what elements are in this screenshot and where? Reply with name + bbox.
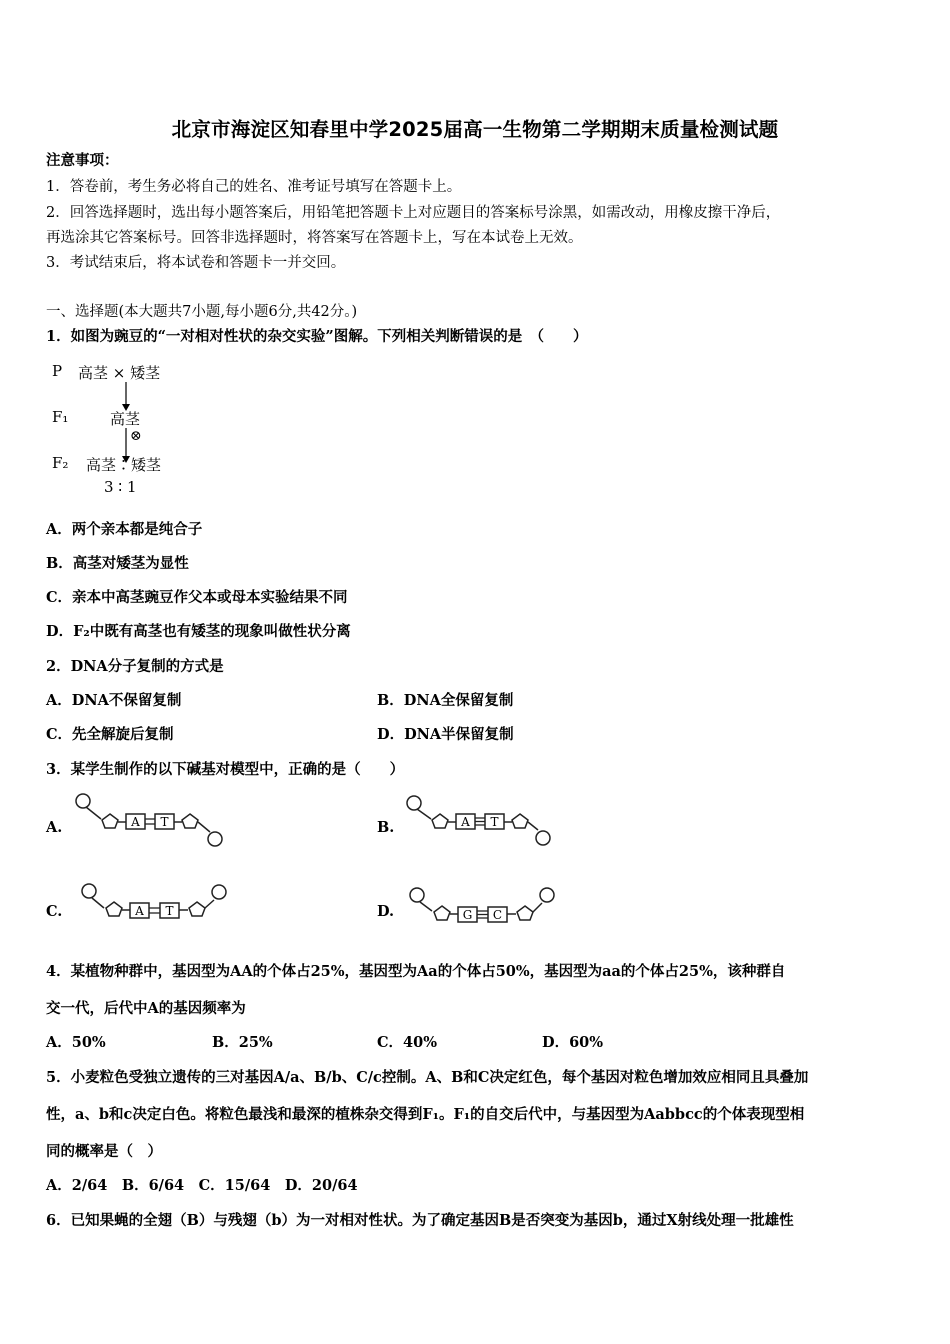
notice-item: 2．回答选择题时，选出每小题答案后，用铅笔把答题卡上对应题目的答案标号涂黑，如需改动，用橡皮擦干净后，	[46, 205, 781, 221]
question-4-stem: 4．某植物种群中，基因型为AA的个体占25%，基因型为Aa的个体占50%，基因型为aa的个体占25%，该种群自	[46, 963, 786, 980]
base-letter: A	[135, 904, 144, 918]
question-5-stem: 5．小麦粒色受独立遗传的三对基因A/a、B/b、C/c控制。A、B和C决定红色，每个基因对粒色增加效应相同且具叠加	[46, 1069, 809, 1086]
f2-ratio: 3 ∶ 1	[104, 478, 137, 496]
q4-option-c: C．40%	[377, 1034, 437, 1051]
q1-option-c: C．亲本中高茎豌豆作父本或母本实验结果不同	[46, 589, 348, 606]
q4-option-d: D．60%	[542, 1034, 604, 1051]
notice-heading: 注意事项：	[46, 152, 119, 169]
question-4-stem-cont: 交一代，后代中A的基因频率为	[46, 1000, 246, 1017]
q2-option-d: D．DNA半保留复制	[377, 726, 514, 743]
base-pair-model-c	[80, 880, 232, 926]
f2-label: F₂	[52, 454, 69, 472]
question-6-stem: 6．已知果蝇的全翅（B）与残翅（b）为一对相对性状。为了确定基因B是否突变为基因b，通过X射线处理一批雄性	[46, 1212, 794, 1229]
base-letter: G	[462, 908, 473, 922]
q2-option-c: C．先全解旋后复制	[46, 726, 174, 743]
base-letter: T	[165, 904, 174, 918]
base-pair-model-d	[408, 884, 560, 928]
q1-option-d: D．F₂中既有高茎也有矮茎的现象叫做性状分离	[46, 623, 351, 640]
q2-option-b: B．DNA全保留复制	[377, 692, 514, 709]
question-1-stem: 1．如图为豌豆的“一对相对性状的杂交实验”图解。下列相关判断错误的是 （ ）	[46, 328, 588, 345]
base-letter: C	[492, 908, 503, 922]
question-2-stem: 2．DNA分子复制的方式是	[46, 658, 224, 675]
self-cross-symbol: ⊗	[130, 428, 142, 444]
cross-diagram	[50, 356, 200, 504]
q4-option-a: A．50%	[46, 1034, 106, 1051]
base-letter: T	[160, 815, 169, 829]
q4-option-b: B．25%	[212, 1034, 273, 1051]
p-cross-text: 高茎 × 矮茎	[78, 364, 161, 382]
notice-item: 3．考试结束后，将本试卷和答题卡一并交回。	[46, 255, 346, 271]
base-letter: A	[461, 815, 470, 829]
question-5-stem-end: 同的概率是（ ）	[46, 1143, 162, 1160]
q3-label-c: C.	[46, 903, 63, 920]
q5-options: A．2/64 B．6/64 C．15/64 D．20/64	[46, 1177, 358, 1194]
base-letter: T	[490, 815, 499, 829]
question-5-stem-cont: 性，a、b和c决定白色。将粒色最浅和最深的植株杂交得到F₁。F₁的自交后代中，与基因型为Aabbcc的个体表现型相	[46, 1106, 805, 1123]
f1-text: 高茎	[110, 410, 141, 428]
base-letter: A	[131, 815, 140, 829]
q1-option-b: B．高茎对矮茎为显性	[46, 555, 189, 572]
q3-label-a: A.	[46, 819, 63, 836]
question-3-stem: 3．某学生制作的以下碱基对模型中，正确的是（ ）	[46, 761, 405, 778]
notice-item: 1．答卷前，考生务必将自己的姓名、准考证号填写在答题卡上。	[46, 179, 462, 195]
base-pair-model-a	[74, 792, 226, 852]
f1-label: F₁	[52, 408, 69, 426]
q2-option-a: A．DNA不保留复制	[46, 692, 182, 709]
page-title: 北京市海淀区知春里中学2025届高一生物第二学期期末质量检测试题	[171, 118, 779, 141]
p-label: P	[52, 362, 63, 380]
q3-label-b: B.	[377, 819, 395, 836]
q3-label-d: D.	[377, 903, 395, 920]
f2-text: 高茎∶矮茎	[86, 456, 162, 474]
notice-item: 再选涂其它答案标号。回答非选择题时，将答案写在答题卡上，写在本试卷上无效。	[46, 230, 583, 246]
base-pair-model-b	[404, 794, 556, 852]
q1-option-a: A．两个亲本都是纯合子	[46, 521, 203, 538]
section-heading: 一、选择题(本大题共7小题,每小题6分,共42分。)	[46, 304, 358, 320]
